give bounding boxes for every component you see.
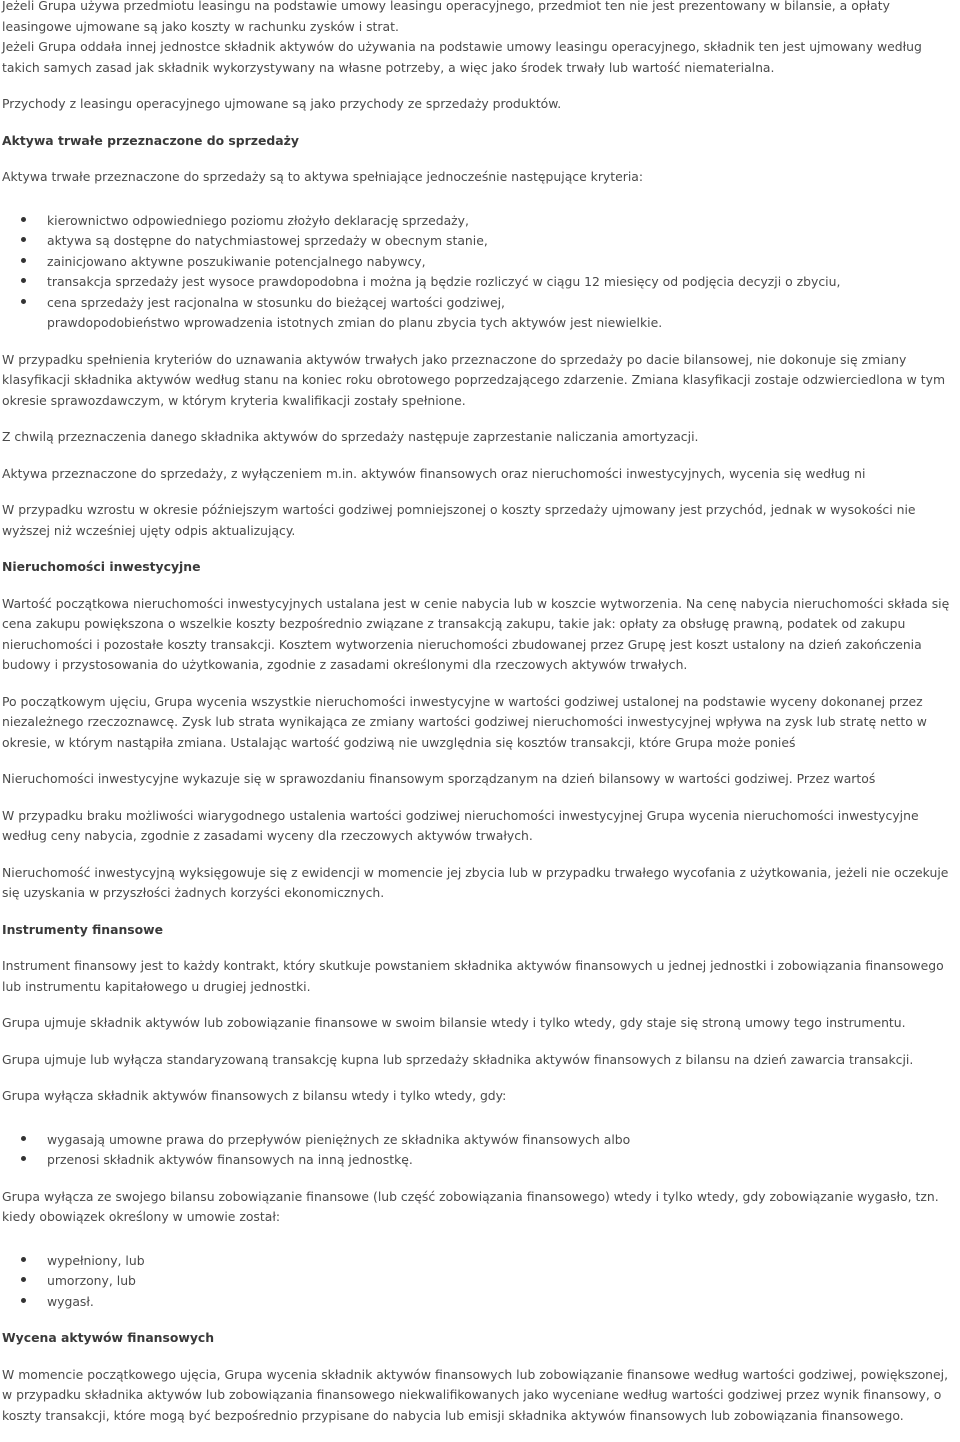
paragraph-initial-recognition: W momencie początkowego ujęcia, Grupa wycenia składnik aktywów finansowych lub zobowiązanie finansowe według wartości godziwej, powiększonej, w przypadku składnika aktywów lub zobowiązania finansowego niekwalifikowanych jako wyceniane według wartości godziwej przez wynik finansowy, o koszty transakcji, które mogą być bezpośrednio przypisane do nabycia lub emisji składnika aktywów finansowych lub zobowiązania finansowego.	[2, 1366, 949, 1423]
bullet-icon	[21, 1136, 26, 1141]
list-item: transakcja sprzedaży jest wysoce prawdopodobna i można ją będzie rozliczyć w ciągu 12 miesięcy od podjęcia decyzji o zbyciu,	[2, 272, 960, 293]
bullet-icon	[21, 217, 26, 222]
list-item: wygasają umowne prawa do przepływów pieniężnych ze składnika aktywów finansowych albo	[2, 1130, 960, 1151]
list-item: cena sprzedaży jest racjonalna w stosunku do bieżącej wartości godziwej,	[2, 293, 960, 314]
list-item: kierownictwo odpowiedniego poziomu złożyło deklarację sprzedaży,	[2, 211, 960, 232]
paragraph-operating-lease-use: Jeżeli Grupa używa przedmiotu leasingu na podstawie umowy leasingu operacyjnego, przedmiot ten nie jest prezentowany w bilansie, a opłaty leasingowe ujmowane są jako koszty w rachunku zysków i strat.	[2, 0, 890, 34]
paragraph-standard-transaction: Grupa ujmuje lub wyłącza standaryzowaną transakcję kupna lub sprzedaży składnika aktywów finansowych z bilansu na dzień zawarcia transakcji.	[2, 1051, 914, 1067]
list-item: aktywa są dostępne do natychmiastowej sprzedaży w obecnym stanie,	[2, 231, 960, 252]
paragraph-depreciation-stop: Z chwilą przeznaczenia danego składnika aktywów do sprzedaży następuje zaprzestanie naliczania amortyzacji.	[2, 429, 699, 444]
list-item: wypełniony, lub	[2, 1251, 960, 1272]
list-item: umorzony, lub	[2, 1271, 960, 1292]
paragraph-reclassification: W przypadku spełnienia kryteriów do uznawania aktywów trwałych jako przeznaczone do sprzedaży po dacie bilansowej, nie dokonuje się zmiany klasyfikacji składnika aktywów według stanu na koniec roku obrotowego poprzedzającego zdarzenie. Zmiana klasyfikacji zostaje odzwierciedlona w tym okresie sprawozdawczym, w którym kryteria kwalifikacji zostały spełnione.	[2, 351, 946, 408]
list-item: przenosi składnik aktywów finansowych na inną jednostkę.	[2, 1150, 960, 1171]
bullet-icon	[21, 258, 26, 263]
heading-assets-held-for-sale: Aktywa trwałe przeznaczone do sprzedaży	[2, 132, 299, 148]
derecognition-list	[2, 1124, 960, 1171]
list-item: zainicjowano aktywne poszukiwanie potencjalnego nabywcy,	[2, 252, 960, 273]
bullet-icon	[21, 1257, 26, 1262]
paragraph-liability-derecognition-intro: Grupa wyłącza ze swojego bilansu zobowiązanie finansowe (lub część zobowiązania finansowego) wtedy i tylko wtedy, gdy zobowiązanie wygasło, tzn. kiedy obowiązek określony w umowie został:	[2, 1188, 939, 1224]
list-item-continuation: prawdopodobieństwo wprowadzenia istotnych zmian do planu zbycia tych aktywów jest niewielkie.	[47, 315, 663, 330]
heading-financial-asset-valuation: Wycena aktywów finansowych	[2, 1330, 215, 1345]
paragraph-derecognition-property: Nieruchomość inwestycyjną wyksięgowuje się z ewidencji w momencie jej zbycia lub w przypadku trwałego wycofania z użytkowania, jeżeli nie oczekuje się uzyskania w przyszłości żadnych korzyści ekonomicznych.	[2, 864, 949, 900]
paragraph-assets-criteria-intro: Aktywa trwałe przeznaczone do sprzedaży są to aktywa spełniające jednocześnie następujące kryteria:	[2, 169, 644, 184]
paragraph-instrument-definition: Instrument finansowy jest to każdy kontrakt, który skutkuje powstaniem składnika aktywów finansowych u jednej jednostki i zobowiązania finansowego lub instrumentu kapitałowego u drugiej jednostki.	[2, 958, 944, 994]
paragraph-lease-revenue: Przychody z leasingu operacyjnego ujmowane są jako przychody ze sprzedaży produktów.	[2, 96, 562, 111]
bullet-icon	[21, 1156, 26, 1161]
paragraph-valuation-held-for-sale: Aktywa przeznaczone do sprzedaży, z wyłączeniem m.in. aktywów finansowych oraz nieruchomości inwestycyjnych, wycenia się według ni	[2, 465, 866, 481]
obligation-list	[2, 1245, 960, 1313]
paragraph-no-reliable-fair-value: W przypadku braku możliwości wiarygodnego ustalenia wartości godziwej nieruchomości inwestycyjnej Grupa wycenia nieruchomości inwestycyjne według ceny nabycia, zgodnie z zasadami wyceny dla rzeczowych aktywów trwałych.	[2, 807, 919, 843]
paragraph-recognition: Grupa ujmuje składnik aktywów lub zobowiązanie finansowe w swoim bilansie wtedy i tylko wtedy, gdy staje się stroną umowy tego instrumentu.	[2, 1015, 906, 1030]
list-item: wygasł.	[2, 1292, 960, 1313]
bullet-icon	[21, 237, 26, 242]
paragraph-subsequent-valuation: Po początkowym ujęciu, Grupa wycenia wszystkie nieruchomości inwestycyjne w wartości godziwej ustalonej na podstawie wyceny dokonanej przez niezależnego rzeczoznawcę. Zysk lub strata wynikająca ze zmiany wartości godziwej nieruchomości inwestycyjnej wpływa na zysk lub stratę netto w okresie, w którym nastąpiła zmiana. Ustalając wartość godziwą nie uwzględnia się kosztów transakcji, które Grupa może ponieś	[2, 693, 927, 750]
bullet-icon	[21, 299, 26, 304]
heading-investment-property: Nieruchomości inwestycyjne	[2, 559, 201, 574]
heading-financial-instruments: Instrumenty finansowe	[2, 921, 164, 937]
bullet-icon	[21, 278, 26, 283]
paragraph-fair-value-increase: W przypadku wzrostu w okresie późniejszym wartości godziwej pomniejszonej o koszty sprzedaży ujmowany jest przychód, jednak w wysokości nie wyższej niż wcześniej ujęty odpis aktualizujący.	[2, 502, 916, 538]
bullet-icon	[21, 1277, 26, 1282]
criteria-list	[2, 205, 960, 334]
paragraph-operating-lease-given: Jeżeli Grupa oddała innej jednostce składnik aktywów do używania na podstawie umowy leasingu operacyjnego, składnik ten jest ujmowany według takich samych zasad jak składnik wykorzystywany na własne potrzeby, a więc jako środek trwały lub wartość niematerialna.	[2, 39, 922, 75]
paragraph-initial-value: Wartość początkowa nieruchomości inwestycyjnych ustalana jest w cenie nabycia lub w koszcie wytworzenia. Na cenę nabycia nieruchomości składa się cena zakupu powiększona o wszelkie koszty bezpośrednio związane z transakcją zakupu, takie jak: opłaty za obsługę prawną, podatek od zakupu nieruchomości i pozostałe koszty transakcji. Kosztem wytworzenia nieruchomości zbudowanej przez Grupę jest koszt ustalony na dzień zakończenia budowy i przystosowania do użytkowania, zgodnie z zasadami określonymi dla rzeczowych aktywów trwałych.	[2, 595, 950, 672]
bullet-icon	[21, 1298, 26, 1303]
paragraph-asset-derecognition-intro: Grupa wyłącza składnik aktywów finansowych z bilansu wtedy i tylko wtedy, gdy:	[2, 1088, 507, 1103]
paragraph-balance-sheet-fair-value: Nieruchomości inwestycyjne wykazuje się w sprawozdaniu finansowym sporządzanym na dzień bilansowy w wartości godziwej. Przez wartoś	[2, 771, 876, 786]
